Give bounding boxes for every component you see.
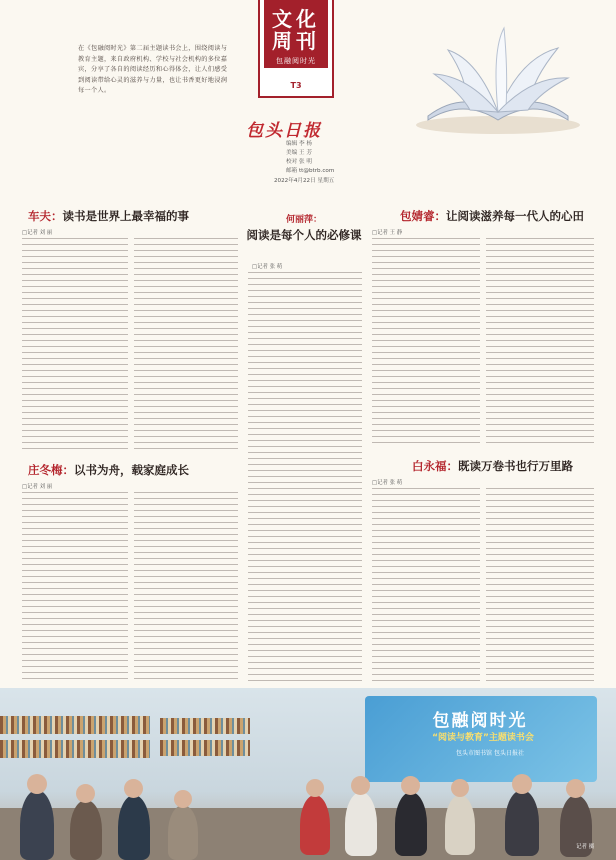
speaker-person (445, 795, 475, 855)
article-byline: □记者 王 静 (372, 230, 403, 236)
editor-credits (286, 140, 334, 176)
audience-head (174, 790, 192, 808)
article-title: 以书为舟，载家庭成长 (74, 463, 189, 477)
credit-line: 美编 王 芳 (286, 150, 312, 156)
speaker-person (505, 790, 539, 856)
audience-person (118, 795, 150, 860)
open-book-illustration (408, 20, 588, 140)
article-title: 既读万卷书也行万里路 (458, 459, 573, 473)
article-title: 读书是世界上最幸福的事 (62, 209, 189, 223)
banner-title: 包融阅时光 (432, 711, 528, 731)
article-body-text (372, 238, 480, 448)
masthead-title-1: 文化 (272, 7, 320, 31)
article-body-text (134, 238, 238, 454)
intro-text: 在《包融阅时光》第二届主题读书会上，围绕阅读与教育主题，来自政府机构、学校与社会机构的多位嘉宾，分享了各自的阅读经历和心得体会，让人们感受到阅读带给心灵的滋养与力量，也让书香更好地浸润每一个人。 (78, 45, 228, 95)
speaker-head (351, 776, 370, 795)
article-body-text (134, 492, 238, 684)
banner-subtitle: “阅读与教育”主题读书会 (432, 733, 534, 743)
article-body-text (372, 488, 480, 684)
article-headline (28, 462, 189, 478)
article-author: 包婧睿： (400, 209, 446, 223)
article-headline (412, 458, 573, 474)
article-title: 让阅读滋养每一代人的心田 (446, 209, 584, 223)
masthead-subtitle: 包融阅时光 (276, 57, 316, 65)
article-byline: □记者 刘 丽 (22, 484, 53, 490)
speaker-head (566, 779, 585, 798)
masthead-title-2: 周刊 (272, 29, 320, 53)
speaker-person (345, 792, 377, 856)
article-body-text (486, 488, 594, 684)
photo-credit: 记者 摄 (576, 844, 595, 850)
credit-line: 编辑 李 杨 (286, 141, 312, 147)
page-tag: T3 (290, 81, 302, 90)
article-byline: □记者 张 萌 (372, 480, 403, 486)
article-author: 庄冬梅： (28, 463, 74, 477)
article-headline (28, 208, 189, 224)
audience-head (76, 784, 95, 803)
speaker-head (512, 774, 532, 794)
speaker-head (306, 779, 324, 797)
speaker-head (401, 776, 420, 795)
audience-person (168, 805, 198, 860)
article-body-text (248, 272, 362, 684)
article-byline: □记者 刘 丽 (22, 230, 53, 236)
article-headline (244, 212, 364, 243)
article-author: 何丽萍： (285, 215, 322, 225)
article-title: 阅读是每个人的必修课 (246, 228, 362, 242)
article-body-text (22, 492, 128, 684)
article-body-text (486, 238, 594, 448)
masthead-banner (264, 0, 328, 68)
speaker-head (451, 779, 469, 797)
newspaper-logo: 包头日报 (246, 121, 322, 141)
article-body-text (22, 238, 128, 454)
masthead (258, 0, 334, 98)
article-headline (400, 208, 584, 224)
audience-person (20, 790, 54, 860)
article-author: 车夫： (28, 209, 63, 223)
dateline: 2022年4月22日 星期五 (274, 178, 335, 184)
article-byline: □记者 张 萌 (252, 264, 283, 270)
credit-line: 邮箱 tt@btrb.com (286, 168, 335, 174)
audience-head (27, 774, 47, 794)
audience-head (124, 779, 143, 798)
speaker-person (395, 792, 427, 856)
audience-person (70, 800, 102, 860)
credit-line: 校对 张 明 (286, 159, 312, 165)
article-author: 白永福： (412, 459, 458, 473)
banner-org: 包头市图书馆 包头日报社 (456, 750, 524, 757)
speaker-person (300, 795, 330, 855)
